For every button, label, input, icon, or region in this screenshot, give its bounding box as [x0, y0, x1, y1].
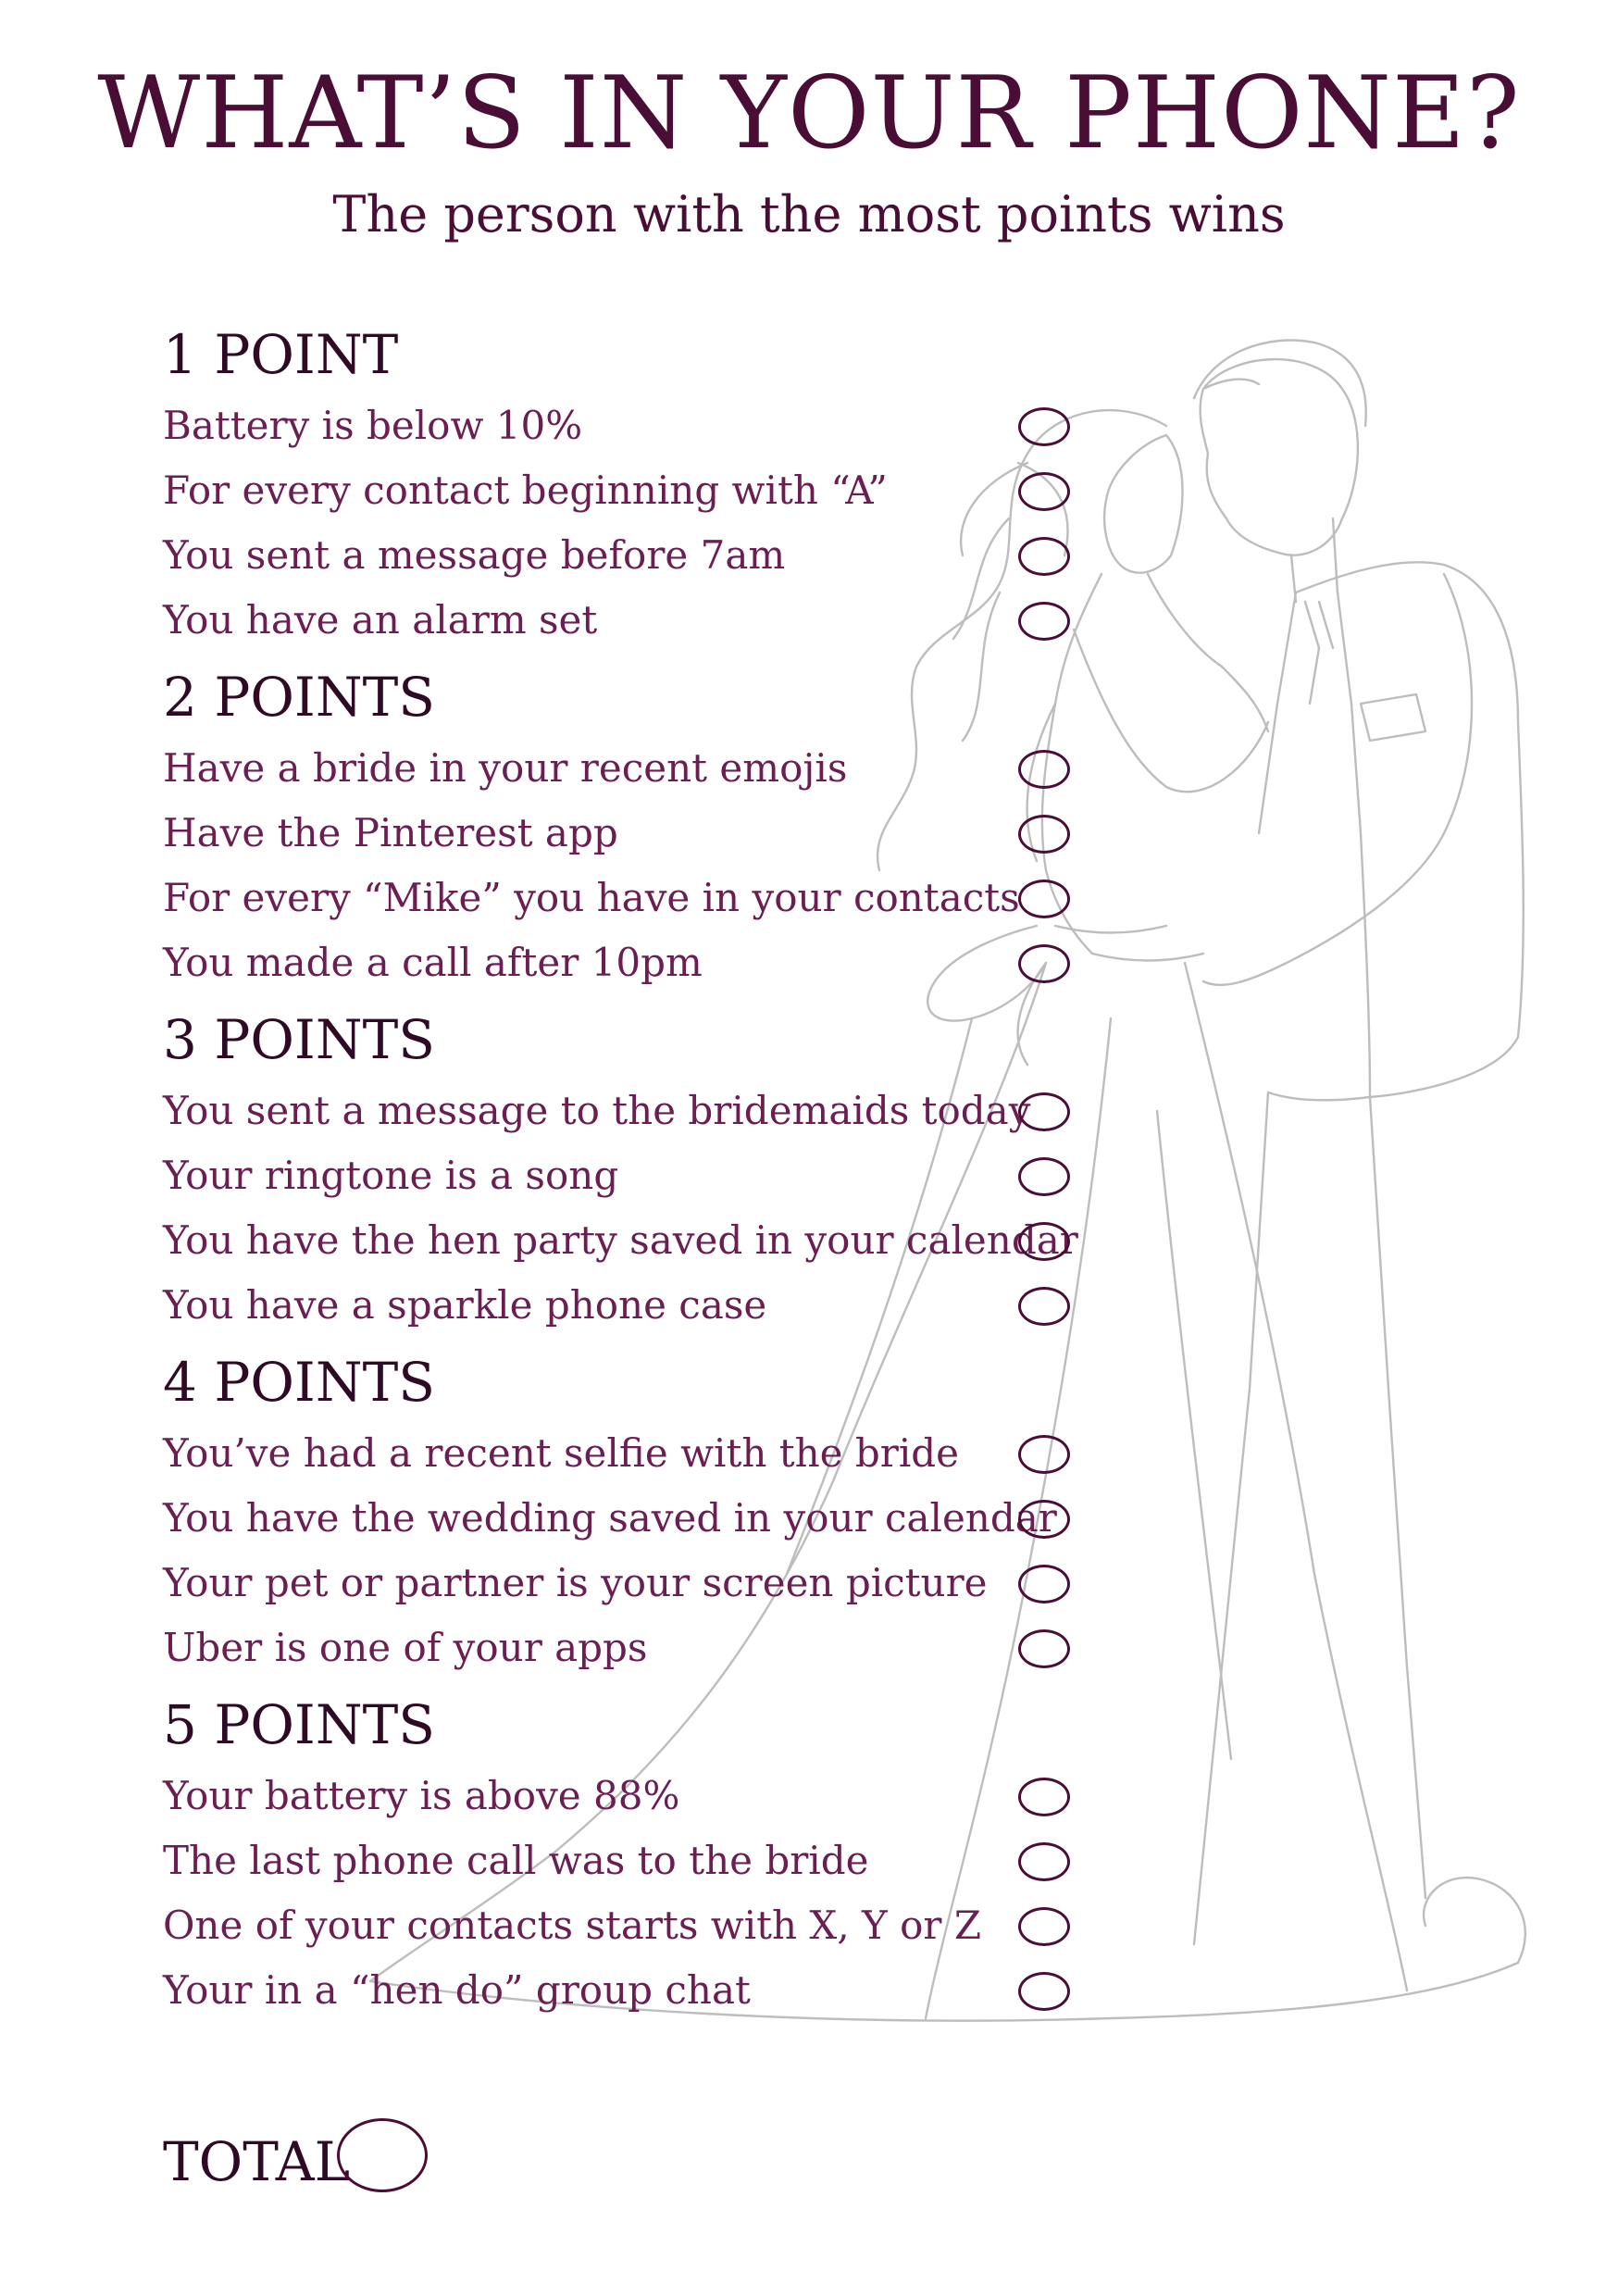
- score-checkbox[interactable]: [1018, 1629, 1070, 1668]
- score-checkbox[interactable]: [1018, 880, 1070, 918]
- list-item: You have an alarm set: [163, 597, 598, 643]
- score-checkbox[interactable]: [1018, 1157, 1070, 1196]
- section-heading-3-points: 3 POINTS: [163, 1008, 435, 1071]
- score-checkbox[interactable]: [1018, 1778, 1070, 1816]
- score-checkbox[interactable]: [1018, 1287, 1070, 1326]
- score-checkbox[interactable]: [1018, 1500, 1070, 1539]
- list-item: You sent a message before 7am: [163, 532, 786, 578]
- section-heading-1-point: 1 POINT: [163, 323, 399, 386]
- list-item: You have the wedding saved in your calendar: [163, 1495, 1057, 1541]
- list-item: Your pet or partner is your screen picture: [163, 1560, 988, 1605]
- score-checkbox[interactable]: [1018, 1842, 1070, 1881]
- score-checkbox[interactable]: [1018, 1972, 1070, 2011]
- bride-train-sketch: [1424, 1878, 1525, 1963]
- score-checkbox[interactable]: [1018, 537, 1070, 576]
- list-item: You’ve had a recent selfie with the bride: [163, 1430, 959, 1476]
- list-item: For every “Mike” you have in your contacts: [163, 875, 1020, 920]
- groom-neck-sketch: [1291, 518, 1338, 602]
- list-item: You have the hen party saved in your calendar: [163, 1217, 1078, 1263]
- bride-head-sketch: [1104, 435, 1182, 573]
- score-checkbox[interactable]: [1018, 602, 1070, 641]
- list-item: Uber is one of your apps: [163, 1625, 648, 1670]
- groom-arm-sketch: [1203, 574, 1472, 985]
- score-checkbox[interactable]: [1018, 1222, 1070, 1261]
- groom-tie-sketch: [1305, 602, 1333, 704]
- groom-hair-sketch: [1194, 341, 1366, 427]
- total-score-field[interactable]: [337, 2118, 428, 2192]
- list-item: Your battery is above 88%: [163, 1773, 680, 1818]
- bride-torso-sketch: [1042, 574, 1268, 961]
- score-checkbox[interactable]: [1018, 1565, 1070, 1603]
- list-item: Battery is below 10%: [163, 403, 583, 448]
- page-subtitle: The person with the most points wins: [332, 185, 1286, 243]
- list-item: You have a sparkle phone case: [163, 1282, 767, 1328]
- score-checkbox[interactable]: [1018, 1092, 1070, 1131]
- section-heading-4-points: 4 POINTS: [163, 1351, 435, 1414]
- page-title: WHAT’S IN YOUR PHONE?: [97, 56, 1521, 171]
- groom-head-sketch: [1201, 359, 1358, 555]
- list-item: Have a bride in your recent emojis: [163, 745, 848, 791]
- list-item: You sent a message to the bridemaids today: [163, 1088, 1031, 1133]
- score-checkbox[interactable]: [1018, 1435, 1070, 1474]
- score-checkbox[interactable]: [1018, 1907, 1070, 1946]
- score-checkbox[interactable]: [1018, 472, 1070, 511]
- groom-legs-sketch: [1194, 1092, 1425, 1944]
- list-item: Your ringtone is a song: [163, 1153, 619, 1198]
- score-checkbox[interactable]: [1018, 407, 1070, 446]
- list-item: For every contact beginning with “A”: [163, 468, 888, 513]
- list-item: You made a call after 10pm: [163, 940, 703, 985]
- list-item: Your in a “hen do” group chat: [163, 1967, 751, 2013]
- groom-jacket-sketch: [1259, 562, 1524, 1100]
- groom-pocket-sketch: [1361, 694, 1425, 741]
- score-checkbox[interactable]: [1018, 750, 1070, 789]
- list-item: Have the Pinterest app: [163, 810, 618, 855]
- list-item: One of your contacts starts with X, Y or Z: [163, 1903, 982, 1948]
- list-item: The last phone call was to the bride: [163, 1838, 869, 1883]
- section-heading-2-points: 2 POINTS: [163, 666, 435, 729]
- score-checkbox[interactable]: [1018, 944, 1070, 983]
- section-heading-5-points: 5 POINTS: [163, 1693, 435, 1756]
- bride-hair-sketch: [877, 410, 1166, 870]
- score-checkbox[interactable]: [1018, 815, 1070, 854]
- total-label: TOTAL: [163, 2130, 351, 2193]
